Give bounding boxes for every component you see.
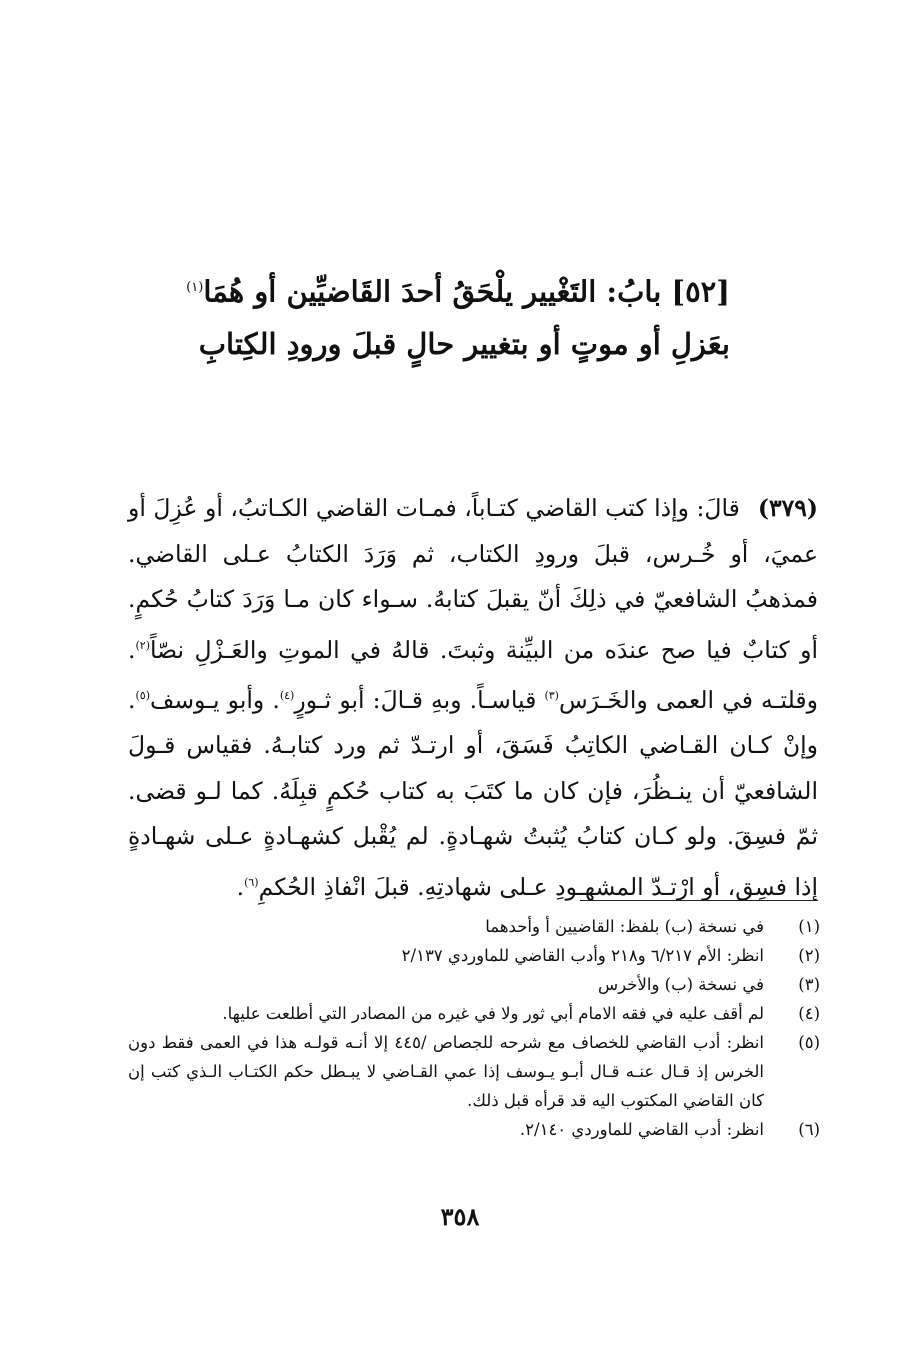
paragraph-text-2: . وقلتـه في العمى والخَـرَس xyxy=(128,635,818,714)
footnote-1 xyxy=(128,912,820,941)
footnote-text: انظر: أدب القاضي للخصاف مع شرحه للجصاص /٤٤٥ إلا أنـه قولـه هذا في العمى فقط دون الخرس إذ قـال عنـه قـال أبـو يـوسف إذا عمي القـاضي لا يبـطل حكم الكتـاب الـذي كتب إن كان القاضي المكتوب اليه قد قرأه قبل ذلك. xyxy=(128,1033,764,1110)
footnote-ref-6: (٦) xyxy=(244,875,259,889)
paragraph-text-5: . وإنْ كـان القـاضي الكاتِبُ فَسَقَ، أو ارتـدّ ثم ورد كتابـهُ. فقياس قـولَ الشافعيّ أن ينـظُرَ، فإن كان ما كتَبَ به كتاب حُكمٍ قبِلَهُ. كما لـو قضى. ثمّ فسِقَ. ولو كـان كتابُ يُثبتُ شهـادةٍ. لم يُقْبل كشهـادةٍ عـلى شهـادةٍ إذا فسِق، أو ارْتـدّ المشهـودِ عـلى شهادتِهِ. قبلَ انْفاذِ الحُكمِ xyxy=(128,685,818,901)
footnote-number: (٤) xyxy=(798,1004,820,1023)
footnote-text: انظر: أدب القاضي للماوردي ٢/١٤٠. xyxy=(519,1120,764,1139)
paragraph-number: (٣٧٩) xyxy=(757,494,818,522)
paragraph-text-1: قالَ: وإذا كتب القاضي كتـاباً، فمـات القاضي الكـاتبُ، أو عُزِلَ أو عميَ، أو خُـرس، قبلَ ورودِ الكتاب، ثم وَرَدَ الكتابُ عـلى القاضي. فمذهبُ الشافعيّ في ذلِكَ أنّ يقبلَ كتابهُ. سـواء كان مـا وَرَدَ كتابُ حُكمٍ. أو كتابٌ فيا صح عندَه من البيِّنة وثبتَ. قالهُ في الموتِ والعَـزْلِ نصّاً xyxy=(128,494,818,664)
footnote-number: (٣) xyxy=(798,975,820,994)
footnote-ref-2: (٢) xyxy=(135,638,150,652)
footnote-6 xyxy=(128,1115,820,1144)
footnote-number: (٢) xyxy=(798,946,820,965)
paragraph-text-4: . وأبو يـوسف xyxy=(150,685,280,714)
footnote-2 xyxy=(128,941,820,970)
footnote-4 xyxy=(128,999,820,1028)
page-number: ٣٥٨ xyxy=(440,1202,480,1231)
chapter-heading-line-2: بعَزلِ أو موتٍ أو بتغيير حالٍ قبلَ ورودِ الكِتابِ xyxy=(198,326,730,361)
footnote-divider xyxy=(580,900,818,901)
footnote-text: في نسخة (ب) والأخرس xyxy=(598,975,764,994)
footnote-3 xyxy=(128,970,820,999)
footnote-text: انظر: الأم ٦/٢١٧ و٢١٨ وأدب القاضي للماوردي ٢/١٣٧ xyxy=(401,946,764,965)
chapter-heading-line-1-text: [٥٢] بابُ: التَغْيير يلْحَقُ أحدَ القَاضيِّين أو هُمَا xyxy=(203,274,730,309)
chapter-heading-line-1 xyxy=(150,262,730,318)
footnote-ref-4: (٤) xyxy=(279,688,295,702)
footnote-number: (٦) xyxy=(798,1120,820,1139)
paragraph-text-3: قياسـاً. وبهِ قـالَ: أبو ثـورٍ xyxy=(294,685,545,714)
footnote-5 xyxy=(128,1028,820,1115)
footnote-ref-5: (٥) xyxy=(135,688,150,702)
footnotes xyxy=(128,912,820,1144)
chapter-heading xyxy=(150,262,730,370)
footnote-number: (١) xyxy=(798,917,820,936)
footnote-text: في نسخة (ب) بلفظ: القاضيين أ وأحدهما xyxy=(485,917,764,936)
footnote-ref-1: (١) xyxy=(186,280,204,295)
paragraph-text-6: . xyxy=(236,872,245,901)
footnote-ref-3: (٣) xyxy=(544,688,559,702)
paragraph-379 xyxy=(128,486,818,910)
footnote-number: (٥) xyxy=(798,1033,820,1052)
footnote-text: لم أقف عليه في فقه الامام أبي ثور ولا في غيره من المصادر التي أطلعت عليها. xyxy=(222,1004,764,1023)
